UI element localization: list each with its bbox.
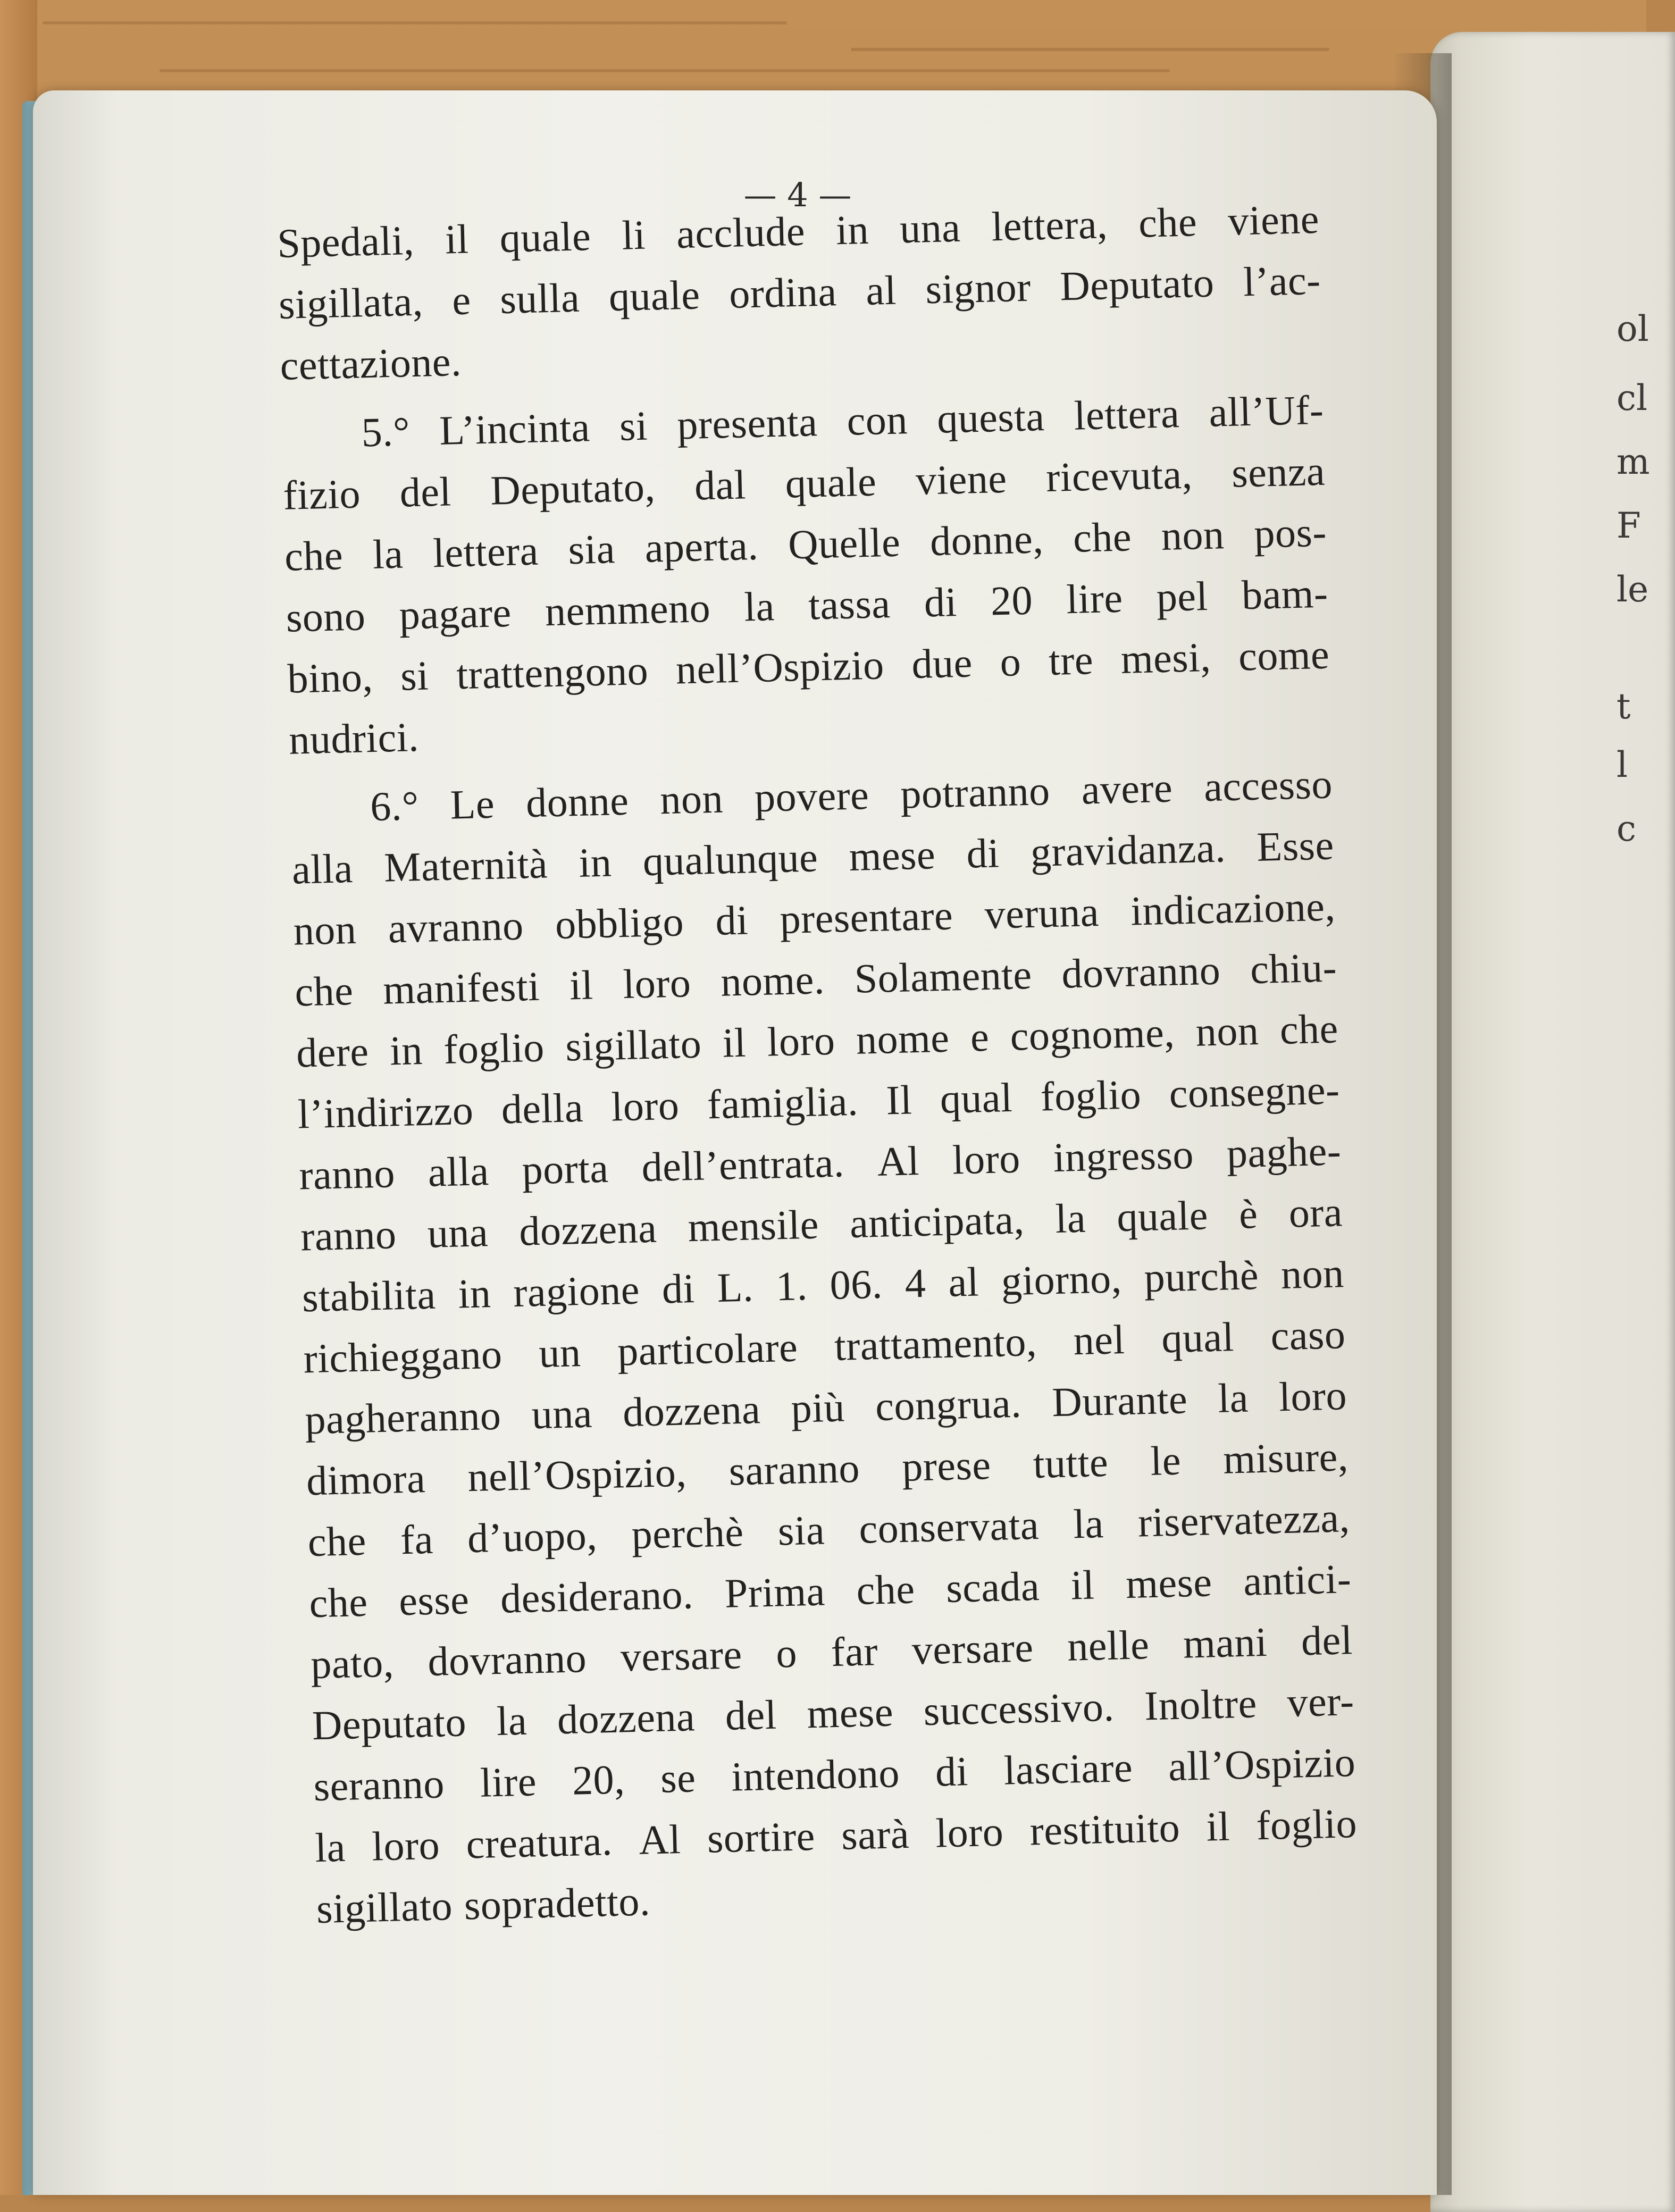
word: tre: [1048, 636, 1094, 684]
word: non: [1160, 511, 1225, 559]
word: 5.°: [361, 408, 411, 456]
word: presentare: [779, 892, 954, 943]
right-page-fragment: m: [1617, 441, 1650, 482]
word: signor: [925, 263, 1032, 313]
word: loro: [610, 1082, 680, 1130]
word: che: [284, 532, 344, 580]
page-number: — 4 —: [743, 175, 852, 214]
word: tassa: [808, 580, 891, 629]
word: Il: [885, 1076, 913, 1124]
word: cognome,: [1009, 1009, 1176, 1059]
word: che: [307, 1517, 367, 1565]
word: lettera: [432, 527, 539, 576]
word: non: [292, 906, 357, 954]
word: Solamente: [853, 951, 1033, 1002]
word: Deputato,: [490, 463, 656, 514]
word: versare: [911, 1624, 1034, 1673]
right-page-fragment: t: [1617, 686, 1631, 727]
word: Esse: [1256, 822, 1335, 870]
word: il: [1205, 1803, 1230, 1850]
word: sortire: [706, 1813, 816, 1862]
word: Deputato: [312, 1698, 467, 1749]
word: le: [1150, 1437, 1182, 1484]
word: del: [1300, 1616, 1353, 1664]
wood-grain: [851, 48, 1329, 51]
word: restituito: [1029, 1804, 1180, 1854]
word: giorno,: [1000, 1255, 1123, 1304]
word: quale: [784, 458, 877, 507]
word: si: [618, 402, 649, 449]
word: o: [999, 638, 1022, 685]
word: l’indirizzo: [297, 1086, 474, 1137]
word: che: [856, 1565, 916, 1614]
word: ordina: [728, 268, 838, 317]
word: dozzena: [518, 1204, 658, 1254]
word: all’Ospizio: [1168, 1739, 1356, 1790]
word: nome.: [720, 956, 825, 1005]
word: non: [659, 775, 724, 823]
text-block: [277, 188, 1359, 1939]
word: loro: [371, 1821, 441, 1870]
word: mese: [806, 1688, 894, 1737]
word: intendono: [731, 1749, 900, 1800]
word: sopradetto.: [463, 1878, 651, 1929]
word: congrua.: [875, 1379, 1022, 1430]
word: veruna: [984, 888, 1100, 937]
word: ranno: [298, 1150, 396, 1199]
word: foglio: [1255, 1799, 1358, 1849]
word: trattengono: [456, 647, 649, 698]
word: la: [743, 583, 775, 630]
word: più: [790, 1384, 845, 1431]
word: versare: [619, 1631, 743, 1680]
word: che: [1073, 513, 1132, 561]
word: la: [1073, 1500, 1104, 1547]
word: nell’Ospizio: [675, 641, 885, 693]
word: bino,: [287, 653, 374, 702]
word: donne,: [929, 515, 1044, 565]
word: aperta.: [644, 522, 759, 571]
word: la: [314, 1823, 346, 1871]
word: con: [846, 396, 908, 444]
word: accesso: [1203, 760, 1333, 810]
word: sia: [777, 1506, 826, 1554]
right-page-fragment: le: [1617, 569, 1649, 610]
word: potranno: [900, 767, 1051, 817]
word: lire: [479, 1758, 537, 1806]
word: seranno: [313, 1760, 445, 1810]
word: senza: [1231, 447, 1326, 496]
word: sono: [285, 592, 366, 641]
word: che: [308, 1578, 368, 1627]
word: della: [500, 1084, 584, 1133]
word: stabilita: [302, 1271, 437, 1321]
word: bam-: [1241, 569, 1329, 618]
right-page-fragment: l: [1617, 744, 1628, 785]
word: e: [451, 276, 472, 324]
word: ver-: [1286, 1678, 1355, 1725]
word: presenta: [676, 398, 818, 448]
word: Al: [876, 1137, 920, 1185]
wood-grain: [43, 21, 787, 24]
word: nell’Ospizio,: [467, 1448, 688, 1501]
word: in: [835, 206, 869, 254]
word: qual: [939, 1074, 1014, 1122]
word: di: [715, 896, 749, 944]
word: la: [496, 1697, 528, 1745]
word: paghe-: [1226, 1127, 1342, 1177]
word: scada: [945, 1562, 1040, 1612]
word: pel: [1155, 572, 1209, 621]
word: loro: [935, 1808, 1004, 1856]
word: d’uopo,: [467, 1512, 598, 1562]
word: qualunque: [642, 834, 819, 885]
word: trattamento,: [834, 1318, 1037, 1369]
word: particolare: [617, 1323, 799, 1375]
word: mensile: [687, 1201, 819, 1251]
word: esse: [398, 1576, 470, 1624]
word: o: [775, 1629, 798, 1677]
word: richieggano: [303, 1330, 503, 1382]
word: Durante: [1051, 1376, 1188, 1426]
word: fa: [400, 1515, 434, 1563]
word: L’incinta: [439, 404, 591, 454]
word: lire: [1066, 574, 1124, 623]
word: nemmeno: [544, 584, 711, 635]
word: 20: [990, 576, 1033, 624]
word: che: [1279, 1005, 1339, 1053]
word: alla: [291, 844, 354, 893]
word: far: [830, 1628, 878, 1675]
word: la: [1217, 1374, 1249, 1421]
word: Quelle: [788, 518, 901, 568]
word: del: [399, 468, 452, 516]
word: questa: [936, 393, 1045, 442]
word: non: [1280, 1250, 1345, 1298]
word: ragione: [513, 1266, 640, 1316]
word: dovranno: [427, 1635, 588, 1685]
word: avere: [1081, 764, 1174, 813]
word: L.: [716, 1263, 754, 1311]
word: nudrici.: [288, 713, 420, 763]
word: dovranno: [1061, 946, 1221, 997]
word: un: [538, 1329, 582, 1376]
word: del: [724, 1691, 777, 1739]
word: lettera,: [991, 200, 1108, 250]
word: saranno: [728, 1444, 860, 1494]
word: pagheranno: [304, 1392, 502, 1443]
word: famiglia.: [706, 1077, 859, 1128]
word: sigillata,: [278, 278, 424, 328]
word: il: [445, 215, 470, 263]
word: ora: [1288, 1188, 1343, 1236]
word: prese: [901, 1442, 992, 1490]
word: tutte: [1032, 1438, 1109, 1487]
word: fizio: [282, 470, 361, 518]
word: come: [1238, 631, 1330, 680]
word: e: [969, 1013, 990, 1060]
word: mesi,: [1120, 633, 1212, 682]
word: 1.: [775, 1262, 808, 1310]
word: una: [426, 1209, 489, 1256]
word: una: [899, 204, 961, 252]
word: lettera: [1073, 390, 1180, 439]
word: la: [1054, 1194, 1086, 1242]
word: due: [911, 639, 973, 688]
word: dozzena: [622, 1386, 761, 1436]
word: donne: [525, 777, 630, 826]
word: di: [966, 830, 1000, 877]
word: caso: [1270, 1311, 1346, 1359]
word: desiderano.: [500, 1571, 694, 1622]
word: in: [457, 1270, 492, 1317]
word: acclude: [676, 207, 806, 257]
word: nome: [856, 1014, 950, 1063]
word: nel: [1073, 1316, 1126, 1364]
word: 20,: [572, 1756, 626, 1804]
word: creatura.: [465, 1817, 613, 1867]
right-page-fragment: ol: [1617, 308, 1649, 349]
word: Maternità: [383, 840, 548, 891]
right-page-fragment: c: [1617, 808, 1636, 849]
word: conservata: [858, 1501, 1040, 1552]
word: 4: [904, 1259, 927, 1306]
word: ranno: [300, 1211, 397, 1260]
word: purchè: [1143, 1252, 1259, 1301]
word: pagare: [398, 589, 512, 638]
word: dozzena: [557, 1693, 696, 1743]
word: chiu-: [1250, 944, 1337, 993]
word: li: [621, 211, 646, 258]
word: si: [400, 652, 430, 699]
word: una: [531, 1389, 593, 1438]
word: in: [389, 1026, 423, 1074]
word: se: [660, 1754, 697, 1802]
word: manifesti: [382, 962, 541, 1013]
word: loro: [622, 959, 692, 1008]
word: viene: [1227, 195, 1320, 244]
word: loro: [951, 1135, 1021, 1183]
word: che: [1138, 198, 1198, 246]
word: non: [1195, 1007, 1260, 1055]
word: foglio: [443, 1024, 545, 1073]
word: dimora: [306, 1455, 426, 1504]
right-page-fragment: cl: [1617, 378, 1648, 418]
word: Deputato: [1059, 259, 1215, 309]
word: indicazione,: [1130, 883, 1336, 934]
word: pos-: [1253, 508, 1327, 557]
word: povere: [753, 772, 870, 821]
word: Spedali,: [277, 216, 415, 266]
word: Al: [638, 1815, 682, 1863]
word: dere: [296, 1028, 370, 1076]
word: sulla: [499, 274, 581, 323]
word: lasciare: [1003, 1744, 1133, 1794]
word: Prima: [724, 1568, 826, 1616]
word: nelle: [1067, 1621, 1150, 1670]
word: mese: [848, 831, 936, 879]
word: 6.°: [370, 782, 420, 830]
right-page-fragment: F: [1617, 505, 1641, 546]
word: riservatezza,: [1137, 1494, 1351, 1546]
word: obbligo: [555, 898, 684, 948]
word: misure,: [1222, 1433, 1349, 1482]
word: il: [569, 961, 594, 1009]
wood-grain: [160, 69, 1170, 72]
word: porta: [521, 1144, 609, 1193]
word: avranno: [387, 902, 524, 952]
word: di: [934, 1748, 969, 1795]
word: viene: [915, 455, 1008, 504]
word: all’Uf-: [1208, 386, 1325, 435]
word: quale: [499, 213, 592, 262]
word: mese: [1125, 1559, 1213, 1607]
word: mani: [1183, 1618, 1268, 1667]
word: sigillato: [316, 1882, 453, 1932]
word: di: [923, 579, 958, 626]
word: che: [294, 967, 354, 1015]
word: 06.: [829, 1260, 883, 1309]
word: il: [1070, 1561, 1095, 1608]
word: consegne-: [1168, 1066, 1341, 1117]
word: in: [578, 839, 613, 886]
word: dell’entrata.: [641, 1139, 845, 1191]
word: l’ac-: [1243, 256, 1321, 305]
word: quale: [1116, 1192, 1209, 1241]
word: loro: [766, 1017, 836, 1065]
word: ricevuta,: [1045, 450, 1193, 501]
word: Le: [449, 780, 495, 828]
word: quale: [608, 271, 701, 320]
word: perchè: [631, 1509, 744, 1557]
word: dal: [694, 461, 747, 509]
word: ingresso: [1052, 1130, 1194, 1181]
word: al: [948, 1258, 979, 1305]
word: il: [722, 1019, 747, 1066]
word: foglio: [1040, 1071, 1142, 1120]
word: Inoltre: [1144, 1680, 1258, 1729]
word: di: [661, 1265, 696, 1312]
word: sia: [567, 525, 616, 573]
right-page: [1430, 32, 1675, 2212]
word: sarà: [841, 1810, 910, 1858]
word: al: [865, 266, 897, 314]
word: gravidanza.: [1029, 824, 1226, 875]
word: anticipata,: [849, 1196, 1025, 1247]
word: successivo.: [923, 1683, 1115, 1735]
word: sigillato: [565, 1020, 702, 1070]
word: la: [372, 530, 404, 577]
word: alla: [427, 1147, 490, 1195]
word: loro: [1278, 1372, 1347, 1420]
word: pato,: [310, 1639, 395, 1688]
word: è: [1238, 1191, 1259, 1237]
word: antici-: [1243, 1555, 1352, 1604]
word: qual: [1161, 1313, 1235, 1362]
word: cettazione.: [279, 338, 462, 389]
